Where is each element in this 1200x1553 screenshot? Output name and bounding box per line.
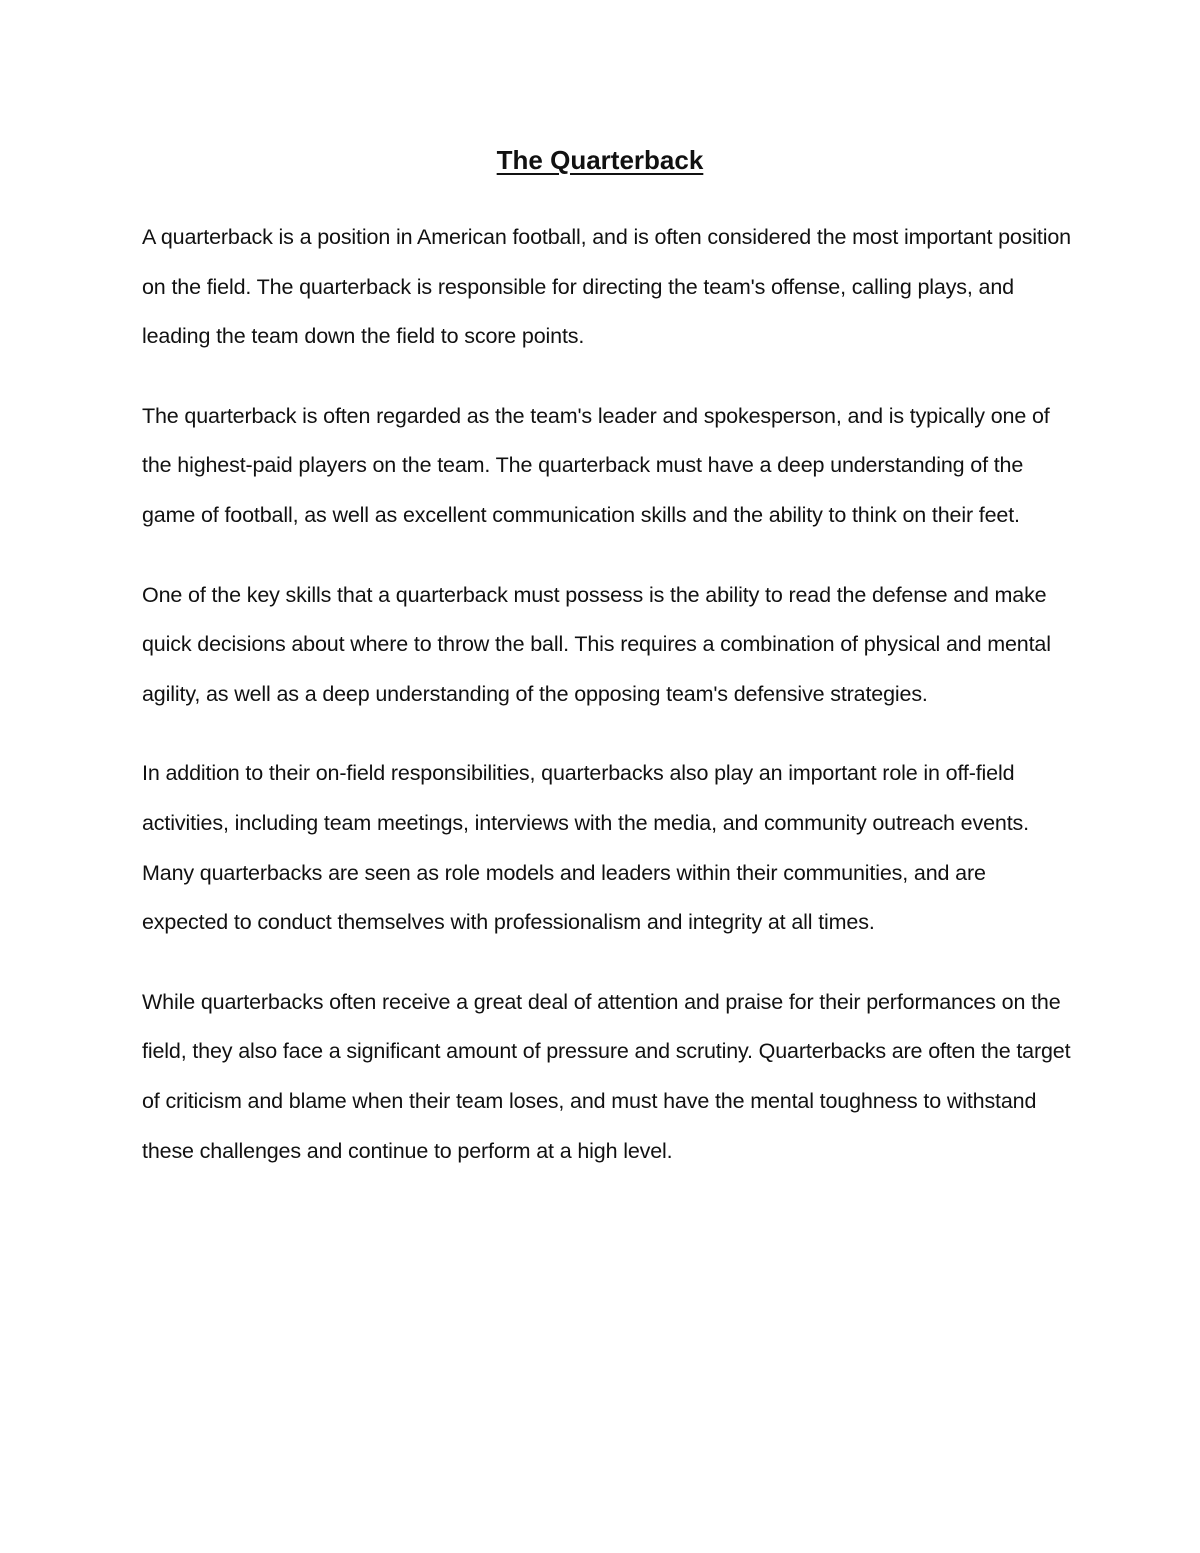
paragraph-3: One of the key skills that a quarterback must possess is the ability to read the defense and make quick decisions about where to throw the ball. This requires a combination of physical and mental agility, as well as a deep understanding of the opposing team's defensive strategies. (142, 582, 1051, 706)
document-body (142, 213, 1072, 1176)
paragraph-4: In addition to their on-field responsibilities, quarterbacks also play an important role in off-field activities, including team meetings, interviews with the media, and community outreach events. Many quarterbacks are seen as role models and leaders within their communities, and are expected to conduct themselves with professionalism and integrity at all times. (142, 761, 1029, 935)
paragraph-2: The quarterback is often regarded as the team's leader and spokesperson, and is typically one of the highest-paid players on the team. The quarterback must have a deep understanding of the game of football, as well as excellent communication skills and the ability to think on their feet. (142, 403, 1050, 527)
document-title: The Quarterback (496, 145, 704, 175)
paragraph-1: A quarterback is a position in American football, and is often considered the most important position on the field. The quarterback is responsible for directing the team's offense, calling plays, and leading the team down the field to score points. (142, 225, 1071, 349)
paragraph-5: While quarterbacks often receive a great deal of attention and praise for their performances on the field, they also face a significant amount of pressure and scrutiny. Quarterbacks are often the target of criticism and blame when their team loses, and must have the mental toughness to withstand these challenges and continue to perform at a high level. (142, 989, 1071, 1163)
